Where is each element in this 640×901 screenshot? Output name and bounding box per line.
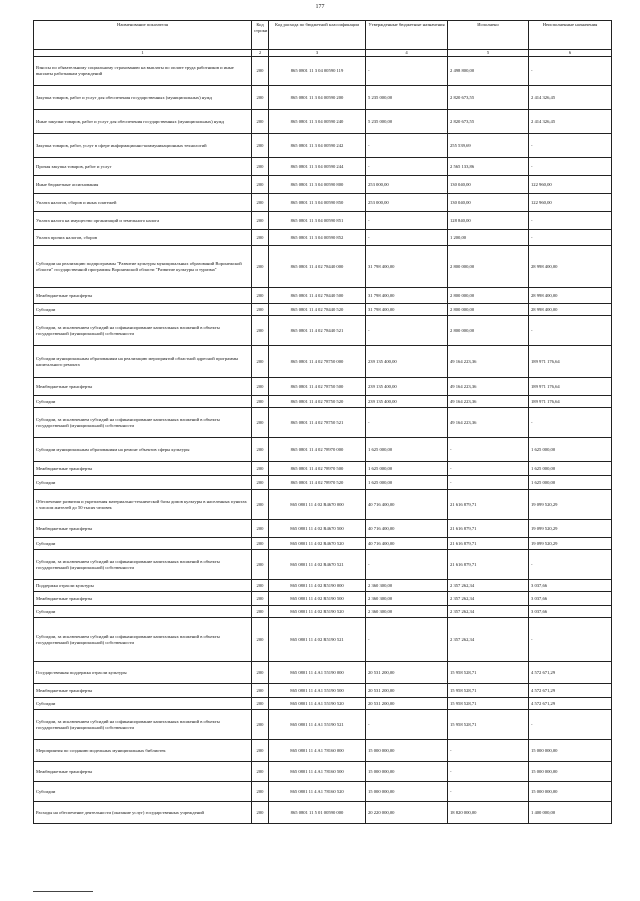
executed-amount-cell: 49 164 223,36 [448,378,529,396]
indicator-name-cell: Межбюджетные трансферты [34,762,252,782]
table-row [34,396,612,408]
executed-amount-cell: 21 616 879,71 [448,490,529,520]
table-body [34,57,612,824]
budget-code-cell: 865 0801 11 4 02 78440 000 [269,246,366,288]
column-number: 3 [269,50,366,57]
executed-amount-cell: 21 616 879,71 [448,550,529,580]
unexecuted-amount-cell: 4 572 671,29 [529,698,612,710]
line-code-cell: 200 [252,86,269,110]
budget-code-cell: 865 0801 11 4 02 78970 520 [269,476,366,490]
budget-code-cell: 865 0801 11 4 A1 78160 000 [269,740,366,762]
executed-amount-cell: - [448,740,529,762]
executed-amount-cell: 2 565 133,86 [448,158,529,176]
indicator-name-cell: Субсидии, за исключением субсидий на софинансирование капитальных вложений в объекты государственной (муниципальной) собственности [34,710,252,740]
budget-execution-table [33,20,612,824]
approved-amount-cell: 20 531 200,00 [366,698,448,710]
unexecuted-amount-cell: 19 099 520,29 [529,490,612,520]
unexecuted-amount-cell: 189 971 176,64 [529,346,612,378]
line-code-cell: 200 [252,288,269,304]
unexecuted-amount-cell: - [529,57,612,86]
executed-amount-cell: 2 357 262,34 [448,618,529,662]
unexecuted-amount-cell: 1 625 000,00 [529,438,612,462]
approved-amount-cell: 239 135 400,00 [366,396,448,408]
budget-code-cell: 865 0801 11 3 04 00590 851 [269,212,366,230]
approved-amount-cell: - [366,316,448,346]
indicator-name-cell: Закупка товаров, работ и услуг для обеспечения государственных (муниципальных) нужд [34,86,252,110]
budget-code-cell: 865 0801 11 4 02 78750 000 [269,346,366,378]
approved-amount-cell: 40 716 400,00 [366,538,448,550]
table-row [34,538,612,550]
table-row [34,194,612,212]
indicator-name-cell: Субсидии, за исключением субсидий на софинансирование капитальных вложений в объекты государственной (муниципальной) собственности [34,316,252,346]
indicator-name-cell: Межбюджетные трансферты [34,378,252,396]
budget-code-cell: 865 0801 11 4 A1 78160 500 [269,762,366,782]
column-number-row [34,50,612,57]
line-code-cell: 200 [252,618,269,662]
budget-code-cell: 865 0801 11 4 02 78970 500 [269,462,366,476]
indicator-name-cell: Прочая закупка товаров, работ и услуг [34,158,252,176]
line-code-cell: 200 [252,438,269,462]
table-row [34,698,612,710]
approved-amount-cell: 253 000,00 [366,194,448,212]
line-code-cell: 200 [252,592,269,606]
budget-code-cell: 865 0801 11 4 02 78440 521 [269,316,366,346]
indicator-name-cell: Субсидии, за исключением субсидий на софинансирование капитальных вложений в объекты государственной (муниципальной) собственности [34,618,252,662]
header-line-code: Код строки [252,21,269,50]
executed-amount-cell: - [448,462,529,476]
executed-amount-cell: 15 958 528,71 [448,710,529,740]
approved-amount-cell: - [366,408,448,438]
budget-code-cell: 865 0801 11 4 A1 55190 520 [269,698,366,710]
executed-amount-cell: 2 357 262,34 [448,580,529,592]
unexecuted-amount-cell: 4 572 671,29 [529,662,612,684]
executed-amount-cell: 21 616 879,71 [448,520,529,538]
table-row [34,618,612,662]
table-row [34,490,612,520]
approved-amount-cell: - [366,212,448,230]
table-row [34,606,612,618]
executed-amount-cell: 21 616 879,71 [448,538,529,550]
line-code-cell: 200 [252,580,269,592]
indicator-name-cell: Субсидии [34,698,252,710]
budget-code-cell: 865 0801 11 3 04 00590 242 [269,134,366,158]
indicator-name-cell: Субсидии, за исключением субсидий на софинансирование капитальных вложений в объекты государственной (муниципальной) собственности [34,408,252,438]
approved-amount-cell: 15 000 000,00 [366,762,448,782]
unexecuted-amount-cell: - [529,158,612,176]
line-code-cell: 200 [252,134,269,158]
approved-amount-cell: 2 360 300,00 [366,592,448,606]
executed-amount-cell: 2 357 262,34 [448,592,529,606]
approved-amount-cell: 15 000 000,00 [366,782,448,802]
unexecuted-amount-cell: - [529,230,612,246]
table-row [34,346,612,378]
unexecuted-amount-cell: 3 037,66 [529,592,612,606]
unexecuted-amount-cell: - [529,618,612,662]
column-number: 6 [529,50,612,57]
executed-amount-cell: 49 164 223,36 [448,408,529,438]
unexecuted-amount-cell: 28 998 400,00 [529,288,612,304]
budget-code-cell: 865 0801 11 3 04 00590 850 [269,194,366,212]
table-row [34,710,612,740]
executed-amount-cell: - [448,782,529,802]
table-row [34,304,612,316]
line-code-cell: 200 [252,698,269,710]
executed-amount-cell: - [448,476,529,490]
approved-amount-cell: 5 235 000,00 [366,86,448,110]
budget-code-cell: 865 0801 11 4 A1 55190 500 [269,684,366,698]
indicator-name-cell: Субсидии, за исключением субсидий на софинансирование капитальных вложений в объекты государственной (муниципальной) собственности [34,550,252,580]
executed-amount-cell: 2 820 673,55 [448,86,529,110]
approved-amount-cell: - [366,158,448,176]
approved-amount-cell: 20 531 200,00 [366,684,448,698]
line-code-cell: 200 [252,378,269,396]
indicator-name-cell: Межбюджетные трансферты [34,684,252,698]
line-code-cell: 200 [252,57,269,86]
approved-amount-cell: - [366,550,448,580]
column-number: 4 [366,50,448,57]
indicator-name-cell: Межбюджетные трансферты [34,520,252,538]
page-number: 177 [315,4,325,10]
indicator-name-cell: Закупка товаров, работ, услуг в сфере информационно-коммуникационных технологий [34,134,252,158]
table-row [34,438,612,462]
budget-code-cell: 865 0801 11 3 04 00590 244 [269,158,366,176]
budget-code-cell: 865 0801 11 4 02 R4670 500 [269,520,366,538]
header-executed: Исполнено [448,21,529,50]
approved-amount-cell: 1 625 000,00 [366,462,448,476]
table-row [34,802,612,824]
unexecuted-amount-cell: - [529,408,612,438]
budget-code-cell: 865 0801 11 4 A1 78160 520 [269,782,366,802]
approved-amount-cell: 15 000 000,00 [366,740,448,762]
executed-amount-cell: 15 958 528,71 [448,684,529,698]
executed-amount-cell: 2 800 000,00 [448,246,529,288]
approved-amount-cell: - [366,134,448,158]
approved-amount-cell: 2 360 300,00 [366,606,448,618]
unexecuted-amount-cell: 122 960,00 [529,194,612,212]
approved-amount-cell: - [366,57,448,86]
budget-code-cell: 865 0801 11 3 04 00590 119 [269,57,366,86]
budget-code-cell: 865 0801 11 5 01 00590 000 [269,802,366,824]
indicator-name-cell: Субсидии [34,782,252,802]
indicator-name-cell: Уплата налогов, сборов и иных платежей [34,194,252,212]
executed-amount-cell: - [448,438,529,462]
indicator-name-cell: Межбюджетные трансферты [34,592,252,606]
table-row [34,408,612,438]
line-code-cell: 200 [252,176,269,194]
header-unexecuted: Неисполненные назначения [529,21,612,50]
table-row [34,782,612,802]
approved-amount-cell: 20 220 000,00 [366,802,448,824]
executed-amount-cell: 255 539,69 [448,134,529,158]
budget-code-cell: 865 0801 11 4 02 78750 521 [269,408,366,438]
line-code-cell: 200 [252,550,269,580]
table-row [34,476,612,490]
indicator-name-cell: Межбюджетные трансферты [34,462,252,476]
line-code-cell: 200 [252,802,269,824]
indicator-name-cell: Субсидии [34,476,252,490]
line-code-cell: 200 [252,316,269,346]
unexecuted-amount-cell: - [529,550,612,580]
header-indicator-name: Наименование показателя [34,21,252,50]
header-approved: Утвержденные бюджетные назначения [366,21,448,50]
table-header-row [34,21,612,50]
table-row [34,316,612,346]
column-number: 2 [252,50,269,57]
line-code-cell: 200 [252,684,269,698]
table-row [34,110,612,134]
budget-code-cell: 865 0801 11 4 02 R5190 500 [269,592,366,606]
line-code-cell: 200 [252,230,269,246]
budget-code-cell: 865 0801 11 4 02 R4670 520 [269,538,366,550]
unexecuted-amount-cell: 189 971 176,64 [529,396,612,408]
indicator-name-cell: Обеспечение развития и укрепления материально-технической базы домов культуры в населенных пунктах с числом жителей до 50 тысяч человек [34,490,252,520]
table-row [34,176,612,194]
column-number: 1 [34,50,252,57]
table-row [34,762,612,782]
table-row [34,462,612,476]
budget-code-cell: 865 0801 11 4 02 78750 520 [269,396,366,408]
budget-code-cell: 865 0801 11 4 02 R5190 000 [269,580,366,592]
unexecuted-amount-cell: 1 400 000,00 [529,802,612,824]
approved-amount-cell: - [366,230,448,246]
unexecuted-amount-cell: 2 414 326,45 [529,110,612,134]
line-code-cell: 200 [252,476,269,490]
indicator-name-cell: Иные закупки товаров, работ и услуг для обеспечения государственных (муниципальных) нужд [34,110,252,134]
table-row [34,684,612,698]
unexecuted-amount-cell: 28 998 400,00 [529,246,612,288]
executed-amount-cell: 49 164 223,36 [448,396,529,408]
approved-amount-cell: 1 625 000,00 [366,438,448,462]
budget-code-cell: 865 0801 11 3 04 00590 240 [269,110,366,134]
table-row [34,212,612,230]
indicator-name-cell: Межбюджетные трансферты [34,288,252,304]
indicator-name-cell: Уплата прочих налогов, сборов [34,230,252,246]
table-row [34,550,612,580]
budget-code-cell: 865 0801 11 4 02 78970 000 [269,438,366,462]
budget-code-cell: 865 0801 11 3 04 00590 852 [269,230,366,246]
budget-code-cell: 865 0801 11 4 02 R4670 521 [269,550,366,580]
approved-amount-cell: 40 716 400,00 [366,490,448,520]
approved-amount-cell: - [366,710,448,740]
line-code-cell: 200 [252,606,269,618]
header-budget-code: Код расхода по бюджетной классификации [269,21,366,50]
unexecuted-amount-cell: - [529,212,612,230]
line-code-cell: 200 [252,490,269,520]
unexecuted-amount-cell: - [529,316,612,346]
budget-code-cell: 865 0801 11 4 02 78440 520 [269,304,366,316]
executed-amount-cell: 2 800 000,00 [448,288,529,304]
unexecuted-amount-cell: 15 000 000,00 [529,762,612,782]
indicator-name-cell: Поддержка отрасли культуры [34,580,252,592]
budget-code-cell: 865 0801 11 3 04 00590 200 [269,86,366,110]
approved-amount-cell: 239 135 400,00 [366,378,448,396]
line-code-cell: 200 [252,396,269,408]
unexecuted-amount-cell: 1 625 000,00 [529,476,612,490]
executed-amount-cell: 2 820 673,55 [448,110,529,134]
table-row [34,592,612,606]
line-code-cell: 200 [252,662,269,684]
indicator-name-cell: Мероприятия по созданию модельных муниципальных библиотек [34,740,252,762]
approved-amount-cell: 2 360 300,00 [366,580,448,592]
table-row [34,230,612,246]
approved-amount-cell: - [366,618,448,662]
approved-amount-cell: 31 798 400,00 [366,246,448,288]
executed-amount-cell: 130 040,00 [448,176,529,194]
indicator-name-cell: Субсидии [34,396,252,408]
approved-amount-cell: 1 625 000,00 [366,476,448,490]
line-code-cell: 200 [252,246,269,288]
approved-amount-cell: 5 235 000,00 [366,110,448,134]
approved-amount-cell: 31 798 400,00 [366,304,448,316]
approved-amount-cell: 31 798 400,00 [366,288,448,304]
table-row [34,57,612,86]
executed-amount-cell: 2 357 262,34 [448,606,529,618]
unexecuted-amount-cell: - [529,710,612,740]
line-code-cell: 200 [252,710,269,740]
unexecuted-amount-cell: 3 037,66 [529,580,612,592]
line-code-cell: 200 [252,346,269,378]
table-row [34,520,612,538]
line-code-cell: 200 [252,520,269,538]
budget-code-cell: 865 0801 11 4 02 R5190 521 [269,618,366,662]
indicator-name-cell: Уплата налога на имущество организаций и земельного налога [34,212,252,230]
unexecuted-amount-cell: 1 625 000,00 [529,462,612,476]
executed-amount-cell: 15 958 528,71 [448,698,529,710]
table-row [34,288,612,304]
indicator-name-cell: Субсидии муниципальным образованиям на ремонт объектов сферы культуры [34,438,252,462]
executed-amount-cell: - [448,762,529,782]
executed-amount-cell: 18 820 000,00 [448,802,529,824]
indicator-name-cell: Взносы по обязательному социальному страхованию на выплаты по оплате труда работников и иные выплаты работникам учреждений [34,57,252,86]
budget-code-cell: 865 0801 11 4 02 78440 500 [269,288,366,304]
approved-amount-cell: 253 000,00 [366,176,448,194]
table-row [34,662,612,684]
executed-amount-cell: 2 800 000,00 [448,304,529,316]
column-number: 5 [448,50,529,57]
line-code-cell: 200 [252,408,269,438]
line-code-cell: 200 [252,740,269,762]
indicator-name-cell: Субсидии [34,606,252,618]
executed-amount-cell: 2 800 000,00 [448,316,529,346]
unexecuted-amount-cell: 3 037,66 [529,606,612,618]
table-row [34,246,612,288]
line-code-cell: 200 [252,762,269,782]
budget-code-cell: 865 0801 11 4 02 R5190 520 [269,606,366,618]
table-row [34,86,612,110]
approved-amount-cell: 20 531 200,00 [366,662,448,684]
executed-amount-cell: 15 958 528,71 [448,662,529,684]
line-code-cell: 200 [252,538,269,550]
unexecuted-amount-cell: 4 572 671,29 [529,684,612,698]
indicator-name-cell: Субсидии муниципальным образованиям на реализацию мероприятий областной адресной программы капитального ремонта [34,346,252,378]
table-row [34,158,612,176]
indicator-name-cell: Иные бюджетные ассигнования [34,176,252,194]
line-code-cell: 200 [252,462,269,476]
indicator-name-cell: Государственная поддержка отрасли культуры [34,662,252,684]
unexecuted-amount-cell: - [529,134,612,158]
unexecuted-amount-cell: 122 960,00 [529,176,612,194]
budget-code-cell: 865 0801 11 4 A1 55190 000 [269,662,366,684]
table-row [34,740,612,762]
unexecuted-amount-cell: 2 414 326,45 [529,86,612,110]
budget-code-cell: 865 0801 11 4 02 R4670 000 [269,490,366,520]
line-code-cell: 200 [252,782,269,802]
line-code-cell: 200 [252,158,269,176]
unexecuted-amount-cell: 15 000 000,00 [529,740,612,762]
unexecuted-amount-cell: 15 000 000,00 [529,782,612,802]
unexecuted-amount-cell: 19 099 520,29 [529,538,612,550]
budget-code-cell: 865 0801 11 3 04 00590 800 [269,176,366,194]
executed-amount-cell: 130 040,00 [448,194,529,212]
unexecuted-amount-cell: 19 099 520,29 [529,520,612,538]
approved-amount-cell: 239 135 400,00 [366,346,448,378]
indicator-name-cell: Субсидии [34,538,252,550]
indicator-name-cell: Расходы на обеспечение деятельности (оказание услуг) государственных учреждений [34,802,252,824]
footer-rule [33,891,93,892]
executed-amount-cell: 2 498 800,00 [448,57,529,86]
table-row [34,378,612,396]
approved-amount-cell: 40 716 400,00 [366,520,448,538]
indicator-name-cell: Субсидии [34,304,252,316]
table-row [34,134,612,158]
budget-code-cell: 865 0801 11 4 A1 55190 521 [269,710,366,740]
line-code-cell: 200 [252,212,269,230]
indicator-name-cell: Субсидии на реализацию подпрограммы "Развитие культуры муниципальных образований Воронежской области" государственной программы Воронежской области "Развитие культуры и туризма" [34,246,252,288]
budget-code-cell: 865 0801 11 4 02 78750 500 [269,378,366,396]
executed-amount-cell: 49 164 223,36 [448,346,529,378]
unexecuted-amount-cell: 189 971 176,64 [529,378,612,396]
executed-amount-cell: 1 200,00 [448,230,529,246]
unexecuted-amount-cell: 28 998 400,00 [529,304,612,316]
table-row [34,580,612,592]
line-code-cell: 200 [252,304,269,316]
line-code-cell: 200 [252,194,269,212]
executed-amount-cell: 128 840,00 [448,212,529,230]
line-code-cell: 200 [252,110,269,134]
